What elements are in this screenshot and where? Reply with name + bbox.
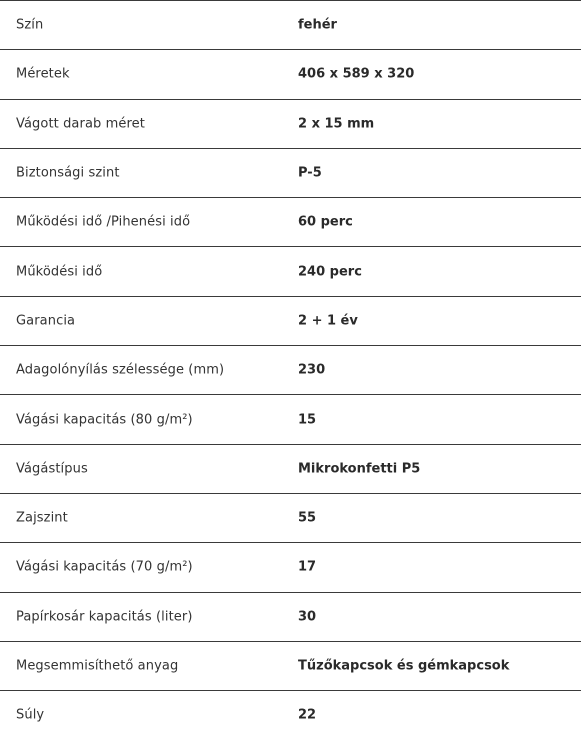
spec-value: 406 x 589 x 320 xyxy=(298,66,415,82)
spec-value: 2 x 15 mm xyxy=(298,116,375,132)
spec-label: Működési idő /Pihenési idő xyxy=(16,214,191,230)
spec-row-duty-cycle xyxy=(0,197,581,246)
spec-label: Vágástípus xyxy=(16,461,88,477)
spec-label: Biztonsági szint xyxy=(16,165,120,181)
spec-label: Méretek xyxy=(16,66,70,82)
spec-label: Vágási kapacitás (80 g/m²) xyxy=(16,412,193,428)
spec-label: Működési idő xyxy=(16,264,103,280)
spec-label: Papírkosár kapacitás (liter) xyxy=(16,609,193,625)
spec-label: Garancia xyxy=(16,313,76,329)
spec-value: 22 xyxy=(298,707,317,723)
spec-row-operating-time xyxy=(0,246,581,295)
spec-row-security-level xyxy=(0,148,581,197)
spec-row-capacity-80g xyxy=(0,394,581,443)
spec-value: 230 xyxy=(298,362,326,378)
spec-row-weight xyxy=(0,690,581,739)
spec-value: fehér xyxy=(298,17,337,33)
spec-row-bin-capacity xyxy=(0,592,581,641)
spec-row-cut-size xyxy=(0,99,581,148)
spec-value: 2 + 1 év xyxy=(298,313,358,329)
spec-value: Tűzőkapcsok és gémkapcsok xyxy=(298,658,510,674)
spec-label: Vágott darab méret xyxy=(16,116,145,132)
spec-value: P-5 xyxy=(298,165,322,181)
spec-label: Adagolónyílás szélessége (mm) xyxy=(16,362,225,378)
spec-value: 55 xyxy=(298,510,317,526)
spec-value: 60 perc xyxy=(298,214,353,230)
spec-row-capacity-70g xyxy=(0,542,581,591)
spec-label: Zajszint xyxy=(16,510,68,526)
spec-label: Súly xyxy=(16,707,45,723)
spec-row-warranty xyxy=(0,296,581,345)
spec-label: Vágási kapacitás (70 g/m²) xyxy=(16,559,193,575)
spec-row-feed-width xyxy=(0,345,581,394)
spec-label: Szín xyxy=(16,17,44,33)
spec-value: 240 perc xyxy=(298,264,362,280)
spec-value: 30 xyxy=(298,609,317,625)
spec-row-color xyxy=(0,0,581,49)
spec-value: 15 xyxy=(298,412,317,428)
spec-row-noise-level xyxy=(0,493,581,542)
spec-value: Mikrokonfetti P5 xyxy=(298,461,421,477)
spec-label: Megsemmisíthető anyag xyxy=(16,658,179,674)
spec-row-destroyable-material xyxy=(0,641,581,690)
spec-row-dimensions xyxy=(0,49,581,98)
spec-value: 17 xyxy=(298,559,317,575)
spec-row-cut-type xyxy=(0,444,581,493)
